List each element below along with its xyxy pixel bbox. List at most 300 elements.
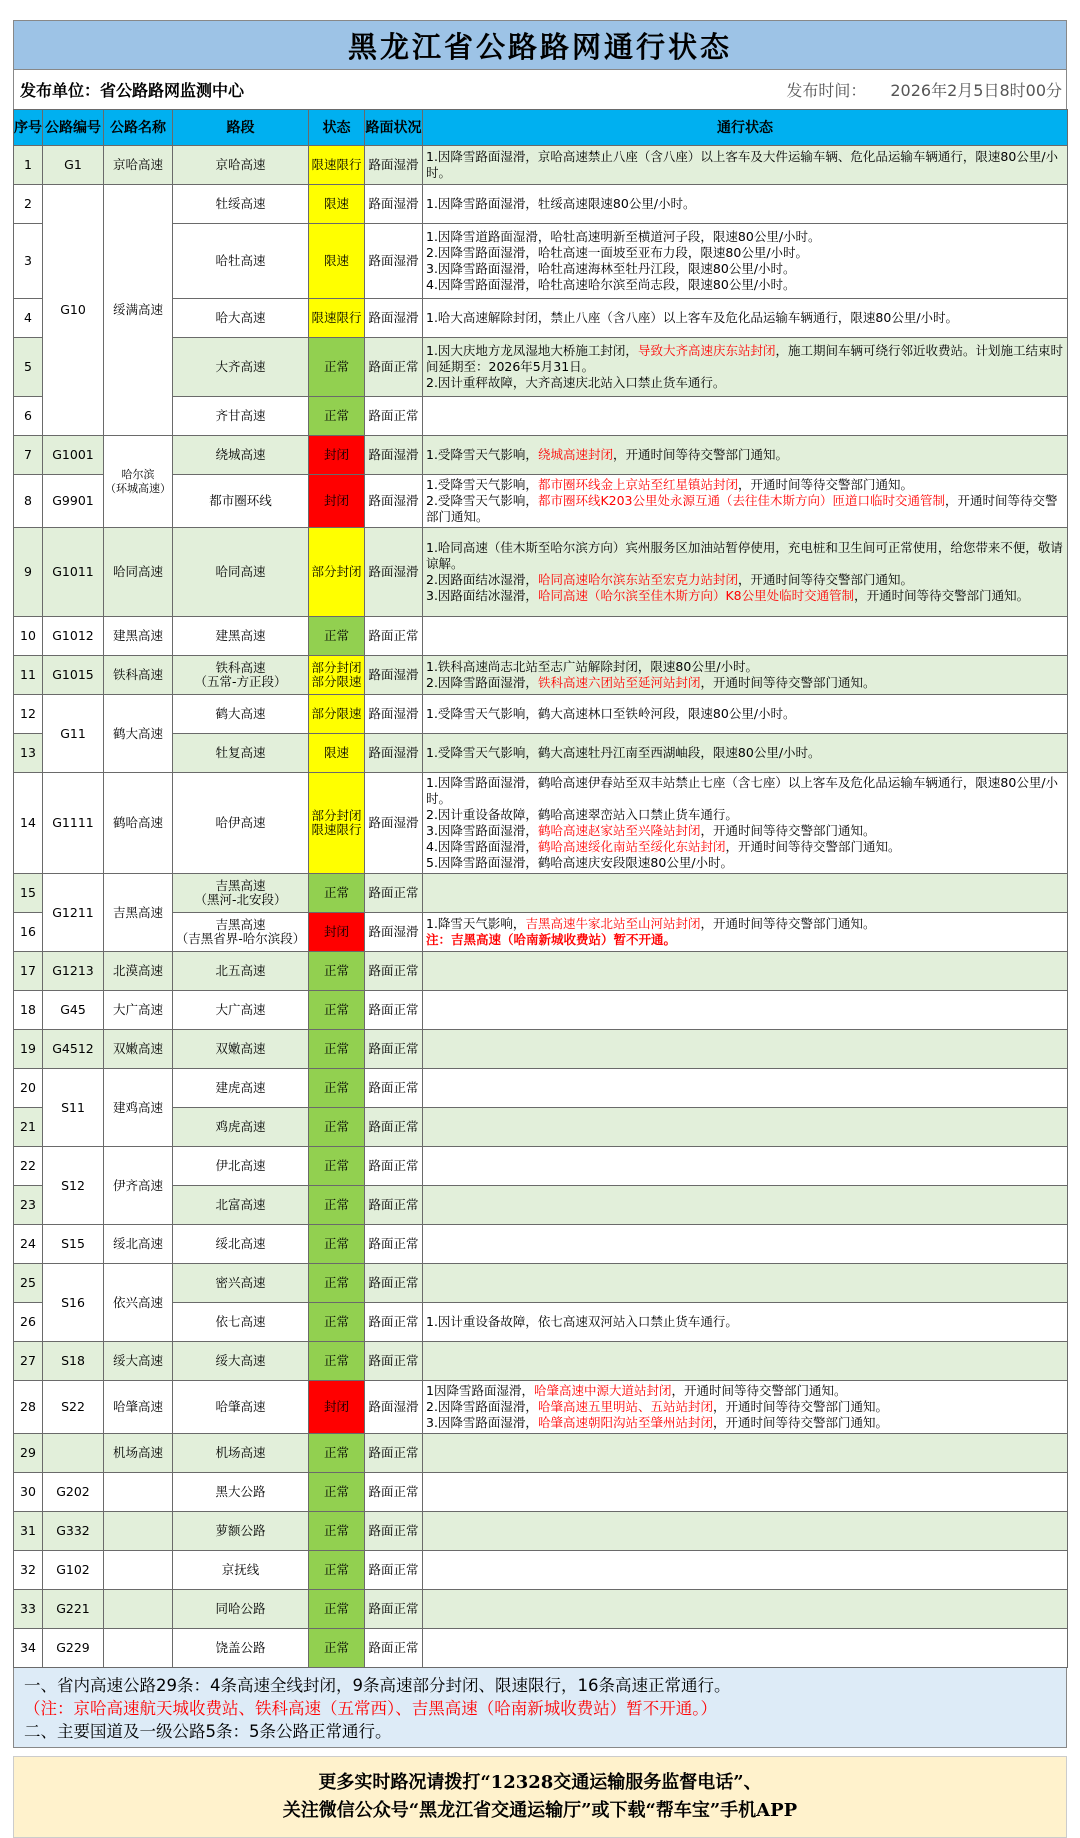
detail-segment: 2.因路面结冰湿滑， xyxy=(426,572,538,587)
row-number: 18 xyxy=(14,991,43,1030)
status-badge: 正常 xyxy=(309,1342,365,1381)
road-condition: 路面正常 xyxy=(365,952,423,991)
table-body xyxy=(14,146,1068,1668)
table-row xyxy=(14,299,1068,338)
publisher-label: 发布单位： xyxy=(20,81,101,100)
road-code: G1012 xyxy=(43,617,104,656)
detail-segment: 3.因降雪路面湿滑，哈牡高速海林至牡丹江段，限速80公里/小时。 xyxy=(426,261,796,276)
road-name: 北漠高速 xyxy=(104,952,173,991)
detail-segment: 1.因计重设备故障，依七高速双河站入口禁止货车通行。 xyxy=(426,1314,738,1329)
table-row xyxy=(14,1303,1068,1342)
road-condition: 路面湿滑 xyxy=(365,146,423,185)
road-segment: 鹤大高速 xyxy=(173,695,309,734)
table-row xyxy=(14,1147,1068,1186)
road-code: G9901 xyxy=(43,475,104,528)
road-name: 依兴高速 xyxy=(104,1264,173,1342)
detail-line xyxy=(426,916,1064,932)
table-row xyxy=(14,397,1068,436)
status-badge: 正常 xyxy=(309,991,365,1030)
road-code: G1011 xyxy=(43,528,104,617)
road-condition: 路面湿滑 xyxy=(365,436,423,475)
road-segment: 饶盖公路 xyxy=(173,1629,309,1668)
table-row xyxy=(14,146,1068,185)
detail-segment: ，开通时间等待交警部门通知。 xyxy=(671,1383,847,1398)
publish-time-value: 2026年2月5日8时00分 xyxy=(890,81,1062,100)
traffic-detail xyxy=(423,436,1068,475)
detail-segment: 哈同高速哈尔滨东站至宏克力站封闭 xyxy=(537,572,738,587)
road-condition: 路面正常 xyxy=(365,1590,423,1629)
traffic-detail xyxy=(423,1512,1068,1551)
traffic-detail xyxy=(423,1264,1068,1303)
traffic-detail xyxy=(423,874,1068,913)
traffic-detail xyxy=(423,734,1068,773)
road-code: G1213 xyxy=(43,952,104,991)
status-badge: 部分限速 xyxy=(309,695,365,734)
detail-segment: 吉黑高速牛家北站至山河站封闭 xyxy=(525,916,701,931)
status-badge: 正常 xyxy=(309,1551,365,1590)
status-badge: 部分封闭 部分限速 xyxy=(309,656,365,695)
road-condition: 路面正常 xyxy=(365,617,423,656)
road-name: 大广高速 xyxy=(104,991,173,1030)
road-segment: 大广高速 xyxy=(173,991,309,1030)
publisher xyxy=(20,78,244,101)
table-row xyxy=(14,1186,1068,1225)
publish-time-label: 发布时间： xyxy=(786,81,867,100)
road-segment: 伊北高速 xyxy=(173,1147,309,1186)
traffic-detail xyxy=(423,991,1068,1030)
detail-line xyxy=(426,540,1064,572)
road-segment: 京抚线 xyxy=(173,1551,309,1590)
road-name: 哈同高速 xyxy=(104,528,173,617)
detail-line xyxy=(426,245,1064,261)
road-code: G1111 xyxy=(43,773,104,874)
page-title: 黑龙江省公路路网通行状态 xyxy=(13,20,1067,70)
detail-segment: 1.因大庆地方龙凤湿地大桥施工封闭， xyxy=(426,343,638,358)
road-code: S22 xyxy=(43,1381,104,1434)
road-code: G45 xyxy=(43,991,104,1030)
traffic-detail xyxy=(423,695,1068,734)
summary-line-2: 二、主要国道及一级公路5条：5条公路正常通行。 xyxy=(24,1722,392,1741)
status-badge: 正常 xyxy=(309,617,365,656)
road-condition: 路面正常 xyxy=(365,1264,423,1303)
row-number: 26 xyxy=(14,1303,43,1342)
road-name xyxy=(104,1590,173,1629)
road-code: G1 xyxy=(43,146,104,185)
road-name: 绥满高速 xyxy=(104,185,173,436)
detail-segment: 鹤哈高速绥化南站至绥化东站封闭 xyxy=(537,839,726,854)
detail-segment: 4.因降雪路面湿滑， xyxy=(426,839,538,854)
road-condition: 路面正常 xyxy=(365,1551,423,1590)
road-code: G202 xyxy=(43,1473,104,1512)
summary xyxy=(13,1668,1067,1748)
detail-line xyxy=(426,447,1064,463)
road-name xyxy=(104,1629,173,1668)
road-condition: 路面正常 xyxy=(365,1030,423,1069)
detail-segment: 4.因降雪路面湿滑，哈牡高速哈尔滨至尚志段，限速80公里/小时。 xyxy=(426,277,796,292)
road-name: 京哈高速 xyxy=(104,146,173,185)
traffic-detail xyxy=(423,913,1068,952)
detail-line xyxy=(426,375,1064,391)
road-segment: 绥北高速 xyxy=(173,1225,309,1264)
row-number: 33 xyxy=(14,1590,43,1629)
row-number: 10 xyxy=(14,617,43,656)
table-row xyxy=(14,224,1068,299)
road-segment: 齐甘高速 xyxy=(173,397,309,436)
table-row xyxy=(14,1030,1068,1069)
detail-segment: 1.受降雪天气影响，鹤大高速林口至铁岭河段，限速80公里/小时。 xyxy=(426,706,796,721)
table-row xyxy=(14,773,1068,874)
status-badge: 封闭 xyxy=(309,1381,365,1434)
road-segment: 哈伊高速 xyxy=(173,773,309,874)
detail-line xyxy=(426,659,1064,675)
road-segment: 哈肇高速 xyxy=(173,1381,309,1434)
detail-segment: 导致大齐高速庆东站封闭 xyxy=(637,343,776,358)
detail-segment: 铁科高速六团站至延河站封闭 xyxy=(537,675,701,690)
table-header-row xyxy=(14,110,1068,146)
detail-line xyxy=(426,745,1064,761)
road-name: 鹤哈高速 xyxy=(104,773,173,874)
table-row xyxy=(14,617,1068,656)
status-badge: 限速 xyxy=(309,185,365,224)
detail-line xyxy=(426,823,1064,839)
road-segment: 同哈公路 xyxy=(173,1590,309,1629)
detail-segment: 都市圈环线金上京站至红星镇站封闭 xyxy=(537,477,738,492)
road-condition: 路面正常 xyxy=(365,1342,423,1381)
detail-segment: ，开通时间等待交警部门通知。 xyxy=(725,839,901,854)
detail-line xyxy=(426,477,1064,493)
status-badge: 正常 xyxy=(309,1264,365,1303)
detail-segment: ，开通时间等待交警部门通知。 xyxy=(612,447,788,462)
status-table xyxy=(13,109,1068,1668)
detail-segment: ，开通时间等待交警部门通知。 xyxy=(700,823,876,838)
row-number: 16 xyxy=(14,913,43,952)
detail-line xyxy=(426,261,1064,277)
road-segment: 哈同高速 xyxy=(173,528,309,617)
status-badge: 部分封闭 xyxy=(309,528,365,617)
road-name: 哈尔滨 （环城高速） xyxy=(104,436,173,528)
table-row xyxy=(14,695,1068,734)
status-badge: 正常 xyxy=(309,1108,365,1147)
table-row xyxy=(14,952,1068,991)
footer xyxy=(13,1756,1067,1838)
row-number: 5 xyxy=(14,338,43,397)
row-number: 28 xyxy=(14,1381,43,1434)
status-badge: 部分封闭 限速限行 xyxy=(309,773,365,874)
publisher-name: 省公路路网监测中心 xyxy=(100,81,245,100)
detail-segment: 1.因降雪路面湿滑，牡绥高速限速80公里/小时。 xyxy=(426,196,696,211)
row-number: 22 xyxy=(14,1147,43,1186)
road-name xyxy=(104,1551,173,1590)
traffic-detail xyxy=(423,338,1068,397)
road-code: G229 xyxy=(43,1629,104,1668)
row-number: 34 xyxy=(14,1629,43,1668)
road-segment: 绕城高速 xyxy=(173,436,309,475)
road-condition: 路面正常 xyxy=(365,991,423,1030)
detail-line xyxy=(426,277,1064,293)
road-condition: 路面湿滑 xyxy=(365,475,423,528)
detail-line xyxy=(426,343,1064,375)
road-name: 绥北高速 xyxy=(104,1225,173,1264)
row-number: 8 xyxy=(14,475,43,528)
road-condition: 路面湿滑 xyxy=(365,734,423,773)
table-row xyxy=(14,734,1068,773)
detail-segment: 1.受降雪天气影响， xyxy=(426,477,538,492)
detail-segment: ，开通时间等待交警部门通知。 xyxy=(854,588,1030,603)
road-condition: 路面湿滑 xyxy=(365,656,423,695)
road-name: 哈肇高速 xyxy=(104,1381,173,1434)
row-number: 25 xyxy=(14,1264,43,1303)
detail-segment: 1.因降雪路面湿滑，京哈高速禁止八座（含八座）以上客车及大件运输车辆、危化品运输车辆通行，限速80公里/小时。 xyxy=(426,149,1059,180)
status-badge: 封闭 xyxy=(309,913,365,952)
detail-segment: 1.因降雪路面湿滑，鹤哈高速伊春站至双丰站禁止七座（含七座）以上客车及危化品运输车辆通行，限速80公里/小时。 xyxy=(426,775,1059,806)
road-segment: 铁科高速 （五常-方正段） xyxy=(173,656,309,695)
detail-segment: ，开通时间等待交警部门通知。 xyxy=(712,1399,888,1414)
detail-line xyxy=(426,1399,1064,1415)
road-code: S11 xyxy=(43,1069,104,1147)
road-segment: 吉黑高速 （吉黑省界-哈尔滨段） xyxy=(173,913,309,952)
detail-segment: 3.因路面结冰湿滑， xyxy=(426,588,538,603)
table-row xyxy=(14,1342,1068,1381)
detail-segment: ，开通时间等待交警部门通知。 xyxy=(737,572,913,587)
detail-segment: ，开通时间等待交警部门通知。 xyxy=(712,1415,888,1430)
traffic-detail xyxy=(423,1434,1068,1473)
detail-segment: 2.受降雪天气影响， xyxy=(426,493,538,508)
road-code xyxy=(43,1434,104,1473)
road-code: S12 xyxy=(43,1147,104,1225)
traffic-detail xyxy=(423,1551,1068,1590)
road-segment: 鸡虎高速 xyxy=(173,1108,309,1147)
status-badge: 限速 xyxy=(309,224,365,299)
detail-segment: 1.哈同高速（佳木斯至哈尔滨方向）宾州服务区加油站暂停使用，充电桩和卫生间可正常使用，给您带来不便，敬请谅解。 xyxy=(426,540,1063,571)
detail-segment: 3.因降雪路面湿滑， xyxy=(426,823,538,838)
detail-segment: 1.铁科高速尚志北站至志广站解除封闭，限速80公里/小时。 xyxy=(426,659,759,674)
table-row xyxy=(14,913,1068,952)
row-number: 21 xyxy=(14,1108,43,1147)
detail-segment: 2.因降雪路面湿滑，哈牡高速一面坡至亚布力段，限速80公里/小时。 xyxy=(426,245,809,260)
detail-line xyxy=(426,1314,1064,1330)
table-row xyxy=(14,1512,1068,1551)
road-code: G4512 xyxy=(43,1030,104,1069)
status-badge: 正常 xyxy=(309,1434,365,1473)
publish-time xyxy=(762,78,1062,101)
table-row xyxy=(14,656,1068,695)
row-number: 30 xyxy=(14,1473,43,1512)
header-no: 序号 xyxy=(14,110,43,146)
road-condition: 路面湿滑 xyxy=(365,1381,423,1434)
detail-line xyxy=(426,706,1064,722)
status-badge: 正常 xyxy=(309,952,365,991)
traffic-detail xyxy=(423,773,1068,874)
detail-segment: 1.受降雪天气影响，鹤大高速牡丹江南至西湖岫段，限速80公里/小时。 xyxy=(426,745,821,760)
detail-line xyxy=(426,807,1064,823)
table-row xyxy=(14,1381,1068,1434)
status-badge: 正常 xyxy=(309,397,365,436)
road-code: G1001 xyxy=(43,436,104,475)
row-number: 14 xyxy=(14,773,43,874)
table-row xyxy=(14,991,1068,1030)
publish-info xyxy=(13,70,1067,109)
traffic-detail xyxy=(423,1629,1068,1668)
detail-segment: 2.因计重秤故障，大齐高速庆北站入口禁止货车通行。 xyxy=(426,375,726,390)
road-code: G1015 xyxy=(43,656,104,695)
header-condition: 路面状况 xyxy=(365,110,423,146)
road-segment: 大齐高速 xyxy=(173,338,309,397)
road-condition: 路面正常 xyxy=(365,1225,423,1264)
traffic-detail xyxy=(423,1225,1068,1264)
row-number: 7 xyxy=(14,436,43,475)
road-condition: 路面湿滑 xyxy=(365,528,423,617)
table-row xyxy=(14,1473,1068,1512)
status-badge: 正常 xyxy=(309,1186,365,1225)
table-row xyxy=(14,1629,1068,1668)
status-badge: 正常 xyxy=(309,1590,365,1629)
detail-segment: 哈肇高速五里明站、五站站封闭 xyxy=(537,1399,713,1414)
detail-line xyxy=(426,839,1064,855)
detail-line xyxy=(426,775,1064,807)
detail-line xyxy=(426,149,1064,181)
road-condition: 路面正常 xyxy=(365,1147,423,1186)
row-number: 9 xyxy=(14,528,43,617)
road-segment: 建黑高速 xyxy=(173,617,309,656)
traffic-detail xyxy=(423,475,1068,528)
road-condition: 路面正常 xyxy=(365,1473,423,1512)
road-name xyxy=(104,1473,173,1512)
road-name: 绥大高速 xyxy=(104,1342,173,1381)
row-number: 12 xyxy=(14,695,43,734)
traffic-detail xyxy=(423,185,1068,224)
traffic-detail xyxy=(423,299,1068,338)
traffic-detail xyxy=(423,146,1068,185)
road-code: G102 xyxy=(43,1551,104,1590)
traffic-detail xyxy=(423,1108,1068,1147)
row-number: 13 xyxy=(14,734,43,773)
detail-line xyxy=(426,675,1064,691)
detail-segment: 哈肇高速朝阳沟站至肇州站封闭 xyxy=(537,1415,713,1430)
road-segment: 绥大高速 xyxy=(173,1342,309,1381)
road-segment: 密兴高速 xyxy=(173,1264,309,1303)
row-number: 11 xyxy=(14,656,43,695)
road-name: 铁科高速 xyxy=(104,656,173,695)
traffic-detail xyxy=(423,528,1068,617)
header-name: 公路名称 xyxy=(104,110,173,146)
road-condition: 路面正常 xyxy=(365,1434,423,1473)
detail-segment: 1.哈大高速解除封闭，禁止八座（含八座）以上客车及危化品运输车辆通行，限速80公里/小时。 xyxy=(426,310,959,325)
status-badge: 限速限行 xyxy=(309,299,365,338)
summary-line-1: 一、省内高速公路29条：4条高速全线封闭，9条高速部分封闭、限速限行，16条高速正常通行。 xyxy=(24,1676,731,1695)
road-segment: 依七高速 xyxy=(173,1303,309,1342)
status-badge: 封闭 xyxy=(309,436,365,475)
road-condition: 路面正常 xyxy=(365,1303,423,1342)
table-row xyxy=(14,1108,1068,1147)
header-segment: 路段 xyxy=(173,110,309,146)
road-condition: 路面湿滑 xyxy=(365,224,423,299)
road-name: 鹤大高速 xyxy=(104,695,173,773)
status-badge: 正常 xyxy=(309,1030,365,1069)
detail-line xyxy=(426,196,1064,212)
status-badge: 正常 xyxy=(309,1225,365,1264)
row-number: 15 xyxy=(14,874,43,913)
status-badge: 正常 xyxy=(309,1303,365,1342)
detail-line xyxy=(426,493,1064,525)
road-condition: 路面正常 xyxy=(365,338,423,397)
road-condition: 路面正常 xyxy=(365,1069,423,1108)
detail-line xyxy=(426,572,1064,588)
road-segment: 黑大公路 xyxy=(173,1473,309,1512)
traffic-detail xyxy=(423,224,1068,299)
row-number: 1 xyxy=(14,146,43,185)
status-badge: 限速 xyxy=(309,734,365,773)
road-name: 伊齐高速 xyxy=(104,1147,173,1225)
road-segment: 北五高速 xyxy=(173,952,309,991)
detail-segment: 1.降雪天气影响， xyxy=(426,916,526,931)
road-segment: 京哈高速 xyxy=(173,146,309,185)
road-code: G1211 xyxy=(43,874,104,952)
road-code: G10 xyxy=(43,185,104,436)
traffic-detail xyxy=(423,1342,1068,1381)
row-number: 19 xyxy=(14,1030,43,1069)
status-badge: 正常 xyxy=(309,1069,365,1108)
detail-segment: 3.因降雪路面湿滑， xyxy=(426,1415,538,1430)
detail-segment: 2.因计重设备故障，鹤哈高速翠峦站入口禁止货车通行。 xyxy=(426,807,738,822)
road-condition: 路面湿滑 xyxy=(365,695,423,734)
road-condition: 路面正常 xyxy=(365,874,423,913)
traffic-detail xyxy=(423,1069,1068,1108)
road-segment: 哈牡高速 xyxy=(173,224,309,299)
detail-segment: 1.受降雪天气影响， xyxy=(426,447,538,462)
detail-line xyxy=(426,1383,1064,1399)
road-segment: 建虎高速 xyxy=(173,1069,309,1108)
detail-segment: 哈肇高速中源大道站封闭 xyxy=(533,1383,672,1398)
table-row xyxy=(14,1264,1068,1303)
traffic-detail xyxy=(423,617,1068,656)
traffic-detail xyxy=(423,397,1068,436)
row-number: 23 xyxy=(14,1186,43,1225)
road-condition: 路面湿滑 xyxy=(365,773,423,874)
report-frame xyxy=(13,20,1067,1838)
header-code: 公路编号 xyxy=(43,110,104,146)
road-name xyxy=(104,1512,173,1551)
road-condition: 路面湿滑 xyxy=(365,299,423,338)
road-segment: 萝额公路 xyxy=(173,1512,309,1551)
detail-segment: 1.因降雪道路面湿滑，哈牡高速明新至横道河子段，限速80公里/小时。 xyxy=(426,229,821,244)
footer-line-1: 更多实时路况请拨打“12328交通运输服务监督电话”、 xyxy=(318,1772,762,1793)
detail-segment: 注：吉黑高速（哈南新城收费站）暂不开通。 xyxy=(426,932,677,947)
road-segment: 哈大高速 xyxy=(173,299,309,338)
detail-line xyxy=(426,932,1064,948)
detail-line xyxy=(426,855,1064,871)
table-row xyxy=(14,1551,1068,1590)
detail-segment: ，开通时间等待交警部门通知。 xyxy=(426,493,1058,524)
status-badge: 封闭 xyxy=(309,475,365,528)
road-condition: 路面正常 xyxy=(365,1108,423,1147)
detail-segment: ，施工期间车辆可绕行邻近收费站。计划施工结束时间延期至：2026年5月31日。 xyxy=(426,343,1063,374)
detail-segment: 哈同高速（哈尔滨至佳木斯方向）K8公里处临时交通管制 xyxy=(537,588,855,603)
detail-segment: 绕城高速封闭 xyxy=(537,447,613,462)
road-condition: 路面湿滑 xyxy=(365,913,423,952)
status-badge: 正常 xyxy=(309,1473,365,1512)
road-name: 建黑高速 xyxy=(104,617,173,656)
table-row xyxy=(14,185,1068,224)
status-badge: 正常 xyxy=(309,1147,365,1186)
row-number: 32 xyxy=(14,1551,43,1590)
traffic-detail xyxy=(423,1590,1068,1629)
road-name: 机场高速 xyxy=(104,1434,173,1473)
table-row xyxy=(14,874,1068,913)
detail-segment: 2.因降雪路面湿滑， xyxy=(426,1399,538,1414)
table-row xyxy=(14,338,1068,397)
detail-segment: 1因降雪路面湿滑， xyxy=(426,1383,534,1398)
status-badge: 正常 xyxy=(309,1512,365,1551)
